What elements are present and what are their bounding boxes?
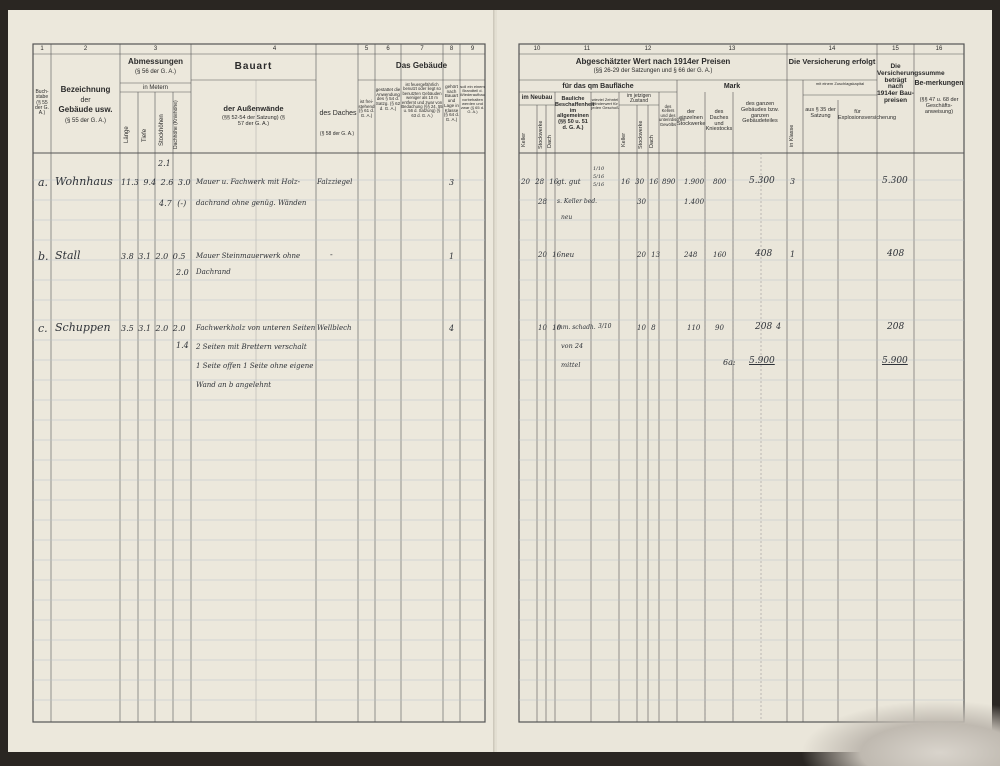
header-bezeichnung-der: der: [80, 97, 91, 104]
entry-c-qual2: von 24: [561, 342, 584, 350]
header-fuer-qm: für das qm Baufläche: [562, 83, 634, 90]
total-sum: 5.900: [882, 356, 908, 366]
header-frei: ist frei-stehend (§ 61 d. G. A.): [358, 99, 375, 119]
header-der-keller: des Kellers und des unterirdischen Gewölbs: [659, 104, 686, 127]
entry-a-qual2: s. Keller bed.: [557, 198, 598, 205]
header-bemerkungen: Be-merkungen: [914, 80, 964, 87]
header-daches-ref: (§ 58 der G. A.): [319, 131, 355, 137]
entry-c-m4: 208: [755, 322, 773, 332]
header-dachhoehe: Dachhöhe (Kniehöhe): [173, 100, 179, 150]
entry-a-m2b: 1.400: [684, 198, 705, 206]
colnum-10: 10: [533, 46, 541, 52]
entry-c-m2: 110: [687, 324, 701, 332]
header-bezeichnung-ref: (§ 55 der G. A.): [64, 118, 107, 124]
header-dach-jetzt: Dach: [649, 135, 655, 149]
colnum-8: 8: [449, 46, 454, 52]
entry-a-cls: 3: [790, 177, 796, 186]
entry-c-wall1: Fachwerkholz von unteren Seiten: [196, 324, 316, 332]
entry-c-m3: 90: [715, 324, 724, 332]
colnum-15: 15: [892, 46, 899, 52]
entry-c-frac: 3/10: [598, 323, 612, 330]
header-laenge: Länge: [124, 126, 130, 144]
entry-a-class: 3: [449, 178, 455, 187]
header-explosion: für Explosionsversicherung: [838, 109, 897, 121]
entry-b-r1: 20 16: [538, 251, 562, 259]
entry-c-r2: 10 8: [637, 324, 656, 332]
header-versicherung: Die Versicherung erfolgt: [788, 57, 876, 66]
header-soll: soll ein einem Brandteil d. Wiederaufbau vorbehalten werden und zwar (§ 65 d. G. A.): [460, 84, 485, 115]
entry-b-qual: neu: [561, 251, 575, 259]
entry-a-top: 2.1: [158, 159, 171, 168]
right-page: [497, 10, 992, 752]
entry-c-dims2: 1.4: [176, 341, 189, 350]
entry-a-m4: 5.300: [749, 176, 775, 186]
header-bezeichnung-gebaeude: Gebäude usw.: [58, 105, 113, 114]
entry-c-qual3: mittel: [561, 361, 581, 369]
entry-b-class: 1: [449, 252, 455, 261]
header-gehoert: gehört nach Bauart und Lage in Klasse (§ 64 d. G. A.): [443, 84, 460, 123]
finger-shadow: [800, 700, 1000, 766]
header-aussenwaende-ref: (§§ 52-54 der Satzung) (§ 57 der G. A.): [222, 115, 285, 127]
entry-a-qual: gt. gut: [557, 178, 581, 186]
header-abgeschaetzt-ref: (§§ 26-29 der Satzungen und § 66 der G. A.): [593, 68, 713, 74]
entry-b-m3: 160: [713, 251, 727, 259]
entry-b-dims: 3.8 3.1 2.0 0.5: [121, 252, 186, 261]
entry-b-r2: 20 13: [637, 251, 661, 259]
entry-c-letter: c.: [38, 322, 48, 335]
header-im-neubau: im Neubau: [521, 95, 553, 101]
entry-a-r2: 16 30 16: [621, 178, 659, 186]
entry-b-letter: b.: [38, 250, 49, 263]
entry-b-wall1: Mauer Steinmauerwerk ohne: [196, 252, 301, 260]
entry-c-wall2: 2 Seiten mit Brettern verschalt: [196, 343, 307, 351]
entry-a-dims2: 4.7 (-): [159, 199, 187, 208]
entry-a-r1b: 28: [538, 198, 547, 206]
entry-a-letter: a.: [38, 176, 49, 189]
header-abmessungen: Abmessungen: [127, 57, 184, 66]
header-aus-35: aus § 35 der Satzung: [805, 107, 836, 119]
colnum-2: 2: [83, 46, 88, 52]
header-in-metern: in Metern: [142, 85, 168, 91]
left-page: [8, 10, 495, 752]
entry-a-m2: 1.900: [684, 178, 705, 186]
entry-a-dims: 11.3 9.4 2.6 3.0: [121, 178, 191, 187]
header-mit-einem: mit einem Zuschlagskapital: [815, 81, 865, 86]
colnum-16: 16: [935, 46, 943, 52]
header-abgeschaetzt: Abgeschätzter Wert nach 1914er Preisen: [575, 57, 731, 66]
header-des-ganzen: des ganzen Gebäudes bzw. ganzen Gebäudeteiles: [741, 101, 779, 125]
colnum-7: 7: [420, 46, 424, 52]
colnum-11: 11: [583, 46, 591, 52]
header-feuergefaehrlich: ist feuergefährlich benutzt oder liegt so benutzten Gebäuden weniger als 10 m entfernt und zwar von Bedachung (§§ 24, 55 u. 56 d. Satzung) (§ 63 d. G. A.): [401, 82, 443, 118]
entry-a-roof: Falzziegel: [317, 178, 353, 186]
entry-b-wall2: Dachrand: [196, 268, 231, 276]
entry-c-wall3: 1 Seite offen 1 Seite ohne eigene: [196, 362, 314, 370]
header-abmessungen-ref: (§ 56 der G. A.): [134, 69, 177, 75]
entry-a-r1: 20 28 16: [521, 178, 559, 186]
entry-c-name: Schuppen: [55, 321, 111, 334]
header-klasse: in Klasse: [789, 124, 795, 148]
header-wieviel: wieviel Zehntel Minderwert für jeden Geschoß: [591, 97, 619, 111]
header-keller-jetzt: Keller: [621, 132, 627, 148]
header-der-einzelnen: der einzelnen Stockwerke: [677, 109, 706, 127]
header-stockhoehen: Stockhöhen: [159, 114, 165, 146]
colnum-1: 1: [40, 46, 44, 52]
colnum-13: 13: [728, 46, 736, 52]
entry-c-dims: 3.5 3.1 2.0 2.0: [121, 324, 186, 333]
colnum-6: 6: [386, 46, 390, 52]
entry-b-name: Stall: [55, 249, 81, 262]
colnum-12: 12: [644, 46, 652, 52]
entry-b-cls: 1: [790, 250, 796, 259]
entry-b-m4: 408: [755, 249, 773, 259]
header-tiefe: Tiefe: [142, 128, 148, 142]
header-stockwerke-jetzt: Stockwerke: [638, 120, 644, 150]
entry-c-cls: 4: [776, 322, 782, 331]
header-dach-neu: Dach: [547, 135, 553, 149]
entry-b-dims2: 2.0: [176, 268, 189, 277]
header-gestattet: gestattet die Anwendung des § 54 d. Satzg. (§ 62 d. G. A.): [375, 87, 401, 111]
header-im-jetzigen: im jetzigen Zustand: [627, 93, 651, 105]
colnum-14: 14: [828, 46, 836, 52]
entry-c-sum: 208: [887, 322, 905, 332]
entry-b-roof: -: [330, 250, 333, 259]
header-bauliche: Bauliche Beschaffenheit im allgemeinen (§§ 50 u. 51 d. G. A.): [555, 96, 595, 131]
entry-c-class: 4: [449, 324, 455, 333]
header-bauart: Bauart: [234, 61, 273, 72]
header-daches: des Daches: [319, 110, 357, 117]
total-label: 6a:: [723, 358, 736, 367]
entry-c-roof: Wellblech: [317, 324, 352, 332]
header-bemerkungen-ref: (§§ 47 u. 68 der Geschäfts-anweisung): [919, 97, 959, 115]
header-des-daches: des Daches und Kniestocks: [705, 109, 733, 133]
entry-a-name: Wohnhaus: [55, 175, 113, 188]
entry-a-wall1: Mauer u. Fachwerk mit Holz-: [196, 178, 300, 186]
entry-a-qual3: neu: [561, 214, 573, 221]
colnum-9: 9: [470, 46, 475, 52]
header-aussenwaende: der Außenwände: [223, 104, 284, 113]
header-buchstabe: Buch-stabe (§ 55 der G. A.): [35, 89, 49, 116]
header-bezeichnung: Bezeichnung: [60, 85, 111, 94]
header-keller-neu: Keller: [521, 132, 527, 148]
total-m4: 5.900: [749, 356, 775, 366]
header-stockwerke-neu: Stockwerke: [538, 120, 544, 150]
colnum-5: 5: [364, 46, 369, 52]
header-summe: Die Versicherungssumme beträgt nach 1914er Bau-preisen: [877, 63, 945, 105]
entry-c-r1: 10 10: [538, 324, 562, 332]
colnum-4: 4: [272, 46, 277, 52]
entry-a-m3: 800: [713, 178, 727, 186]
entry-c-qual: mm. schadh.: [557, 324, 596, 331]
header-mark: Mark: [723, 83, 741, 90]
entry-a-sum: 5.300: [882, 176, 908, 186]
entry-a-r2b: 30: [637, 198, 646, 206]
entry-b-m2: 248: [684, 251, 698, 259]
entry-c-wall4: Wand an b angelehnt: [196, 381, 272, 389]
colnum-3: 3: [153, 46, 158, 52]
entry-a-frac: 1/10 5/16 5/16: [593, 166, 605, 188]
entry-a-m1: 890: [662, 178, 676, 186]
header-das-gebaeude: Das Gebäude: [395, 61, 448, 70]
entry-b-sum: 408: [887, 249, 905, 259]
entry-a-wall2: dachrand ohne genüg. Wänden: [196, 199, 307, 207]
